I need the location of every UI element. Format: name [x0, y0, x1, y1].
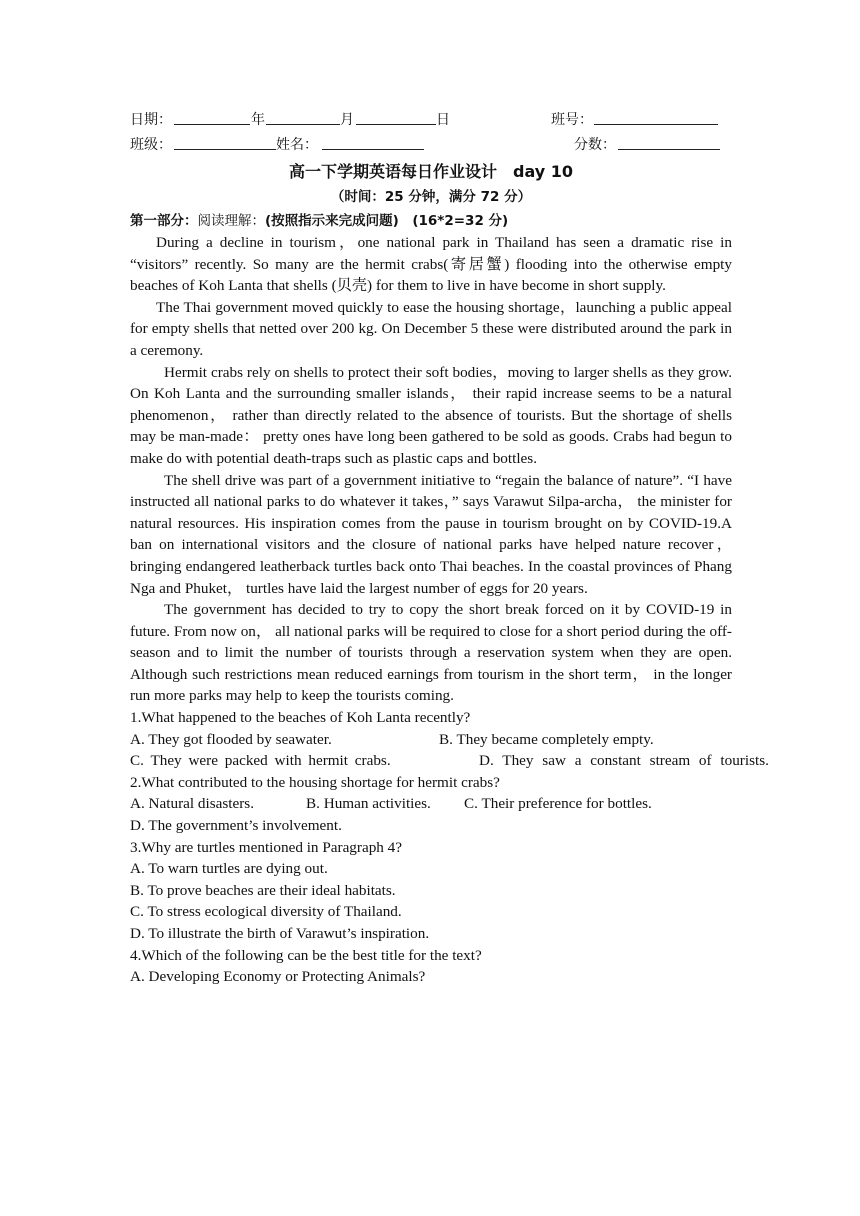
q3-option-c: C. To stress ecological diversity of Thailand.	[130, 903, 402, 921]
question-2-options-row	[130, 793, 732, 815]
question-4-stem: 4.Which of the following can be the best title for the text?	[130, 946, 482, 964]
q2-option-a: A. Natural disasters.	[130, 795, 254, 813]
q1-option-a: A. They got flooded by seawater.	[130, 730, 332, 748]
name-blank	[322, 135, 424, 158]
q4-option-a: A. Developing Economy or Protecting Animals?	[130, 968, 426, 986]
day-label: 日	[436, 112, 450, 128]
q1-option-c: C. They were packed with hermit crabs.	[130, 752, 391, 770]
q2-option-b: B. Human activities.	[306, 795, 431, 813]
class-label: 班级：	[130, 137, 172, 153]
passage-paragraph-5: The government has decided to try to copy the short break forced on it by COVID-19 in future. From now on， all national parks will be required to close for a short period during the off-season and to limit the number of tourists through a reservation system when they are open. Although such restrictions mean reduced earnings from tourism in the short term， in the longer run more parks may help to keep the tourists coming.	[130, 601, 732, 705]
question-1-options-row-1	[130, 729, 732, 751]
q3-option-d: D. To illustrate the birth of Varawut’s inspiration.	[130, 925, 430, 942]
score-label: 分数：	[574, 137, 616, 153]
name-label: 姓名：	[276, 137, 318, 153]
worksheet-subtitle: （时间：25 分钟，满分 72 分）	[330, 189, 532, 205]
year-label: 年	[251, 112, 265, 128]
class-blank	[174, 135, 276, 158]
day-blank	[356, 110, 436, 133]
section-part: 第一部分：	[130, 213, 198, 229]
passage-paragraph-3: Hermit crabs rely on shells to protect their soft bodies，moving to larger shells as they grow. On Koh Lanta and the surrounding smaller islands， their rapid increase seems to be a natural phenomenon， rather than directly related to the absence of tourists. But the shortage of shells may be man-made： pretty ones have long been gathered to be sold as goods. Crabs had begun to make do with potential death-traps such as plastic caps and bottles.	[130, 363, 732, 467]
year-blank	[174, 110, 250, 133]
month-label: 月	[340, 112, 354, 128]
classno-blank	[594, 110, 718, 133]
question-2-stem: 2.What contributed to the housing shortage for hermit crabs?	[130, 773, 500, 791]
q1-option-b: B. They became completely empty.	[439, 730, 654, 748]
q3-option-a: A. To warn turtles are dying out.	[130, 860, 328, 878]
passage-paragraph-1: During a decline in tourism，one national park in Thailand has seen a dramatic rise in “visitors” recently. So many are the hermit crabs(寄居蟹) flooding into the otherwise empty beaches of Koh Lanta that shells (贝壳) for them to live in have become in short supply.	[130, 234, 732, 295]
classno-label: 班号：	[551, 112, 593, 128]
section-instruction: (按照指示来完成问题) (16*2=32 分)	[265, 213, 509, 229]
q1-option-d: D. They saw a constant stream of tourists.	[479, 752, 769, 770]
score-blank	[618, 135, 720, 158]
q3-option-b: B. To prove beaches are their ideal habitats.	[130, 881, 396, 899]
header-row-2	[130, 135, 732, 156]
question-3-stem: 3.Why are turtles mentioned in Paragraph 4?	[130, 838, 403, 856]
worksheet-title: 高一下学期英语每日作业设计 day 10	[288, 162, 574, 181]
q2-option-d: D. The government’s involvement.	[130, 817, 342, 835]
section-type: 阅读理解：	[197, 213, 265, 229]
passage-paragraph-2: The Thai government moved quickly to ease the housing shortage，launching a public appeal for empty shells that netted over 200 kg. On December 5 these were distributed around the park in a ceremony.	[130, 298, 732, 359]
worksheet-page	[130, 110, 769, 988]
date-label: 日期：	[130, 112, 172, 128]
question-1-options-row-2	[130, 750, 769, 772]
header-row-1	[130, 110, 732, 131]
passage-paragraph-4: The shell drive was part of a government initiative to “regain the balance of nature”. “I have instructed all national parks to do whatever it takes，” says Varawut Silpa-archa， the minister for natural resources. His inspiration comes from the pause in tourism brought on by COVID-19.A ban on international visitors and the closure of national parks have helped nature recover， bringing endangered leatherback turtles back onto Thai beaches. In the coastal provinces of Phang Nga and Phuket， turtles have laid the largest number of eggs for 20 years.	[130, 471, 732, 597]
q2-option-c: C. Their preference for bottles.	[464, 795, 652, 813]
question-1-stem: 1.What happened to the beaches of Koh Lanta recently?	[130, 709, 471, 727]
section-heading	[130, 210, 732, 232]
month-blank	[266, 110, 340, 133]
